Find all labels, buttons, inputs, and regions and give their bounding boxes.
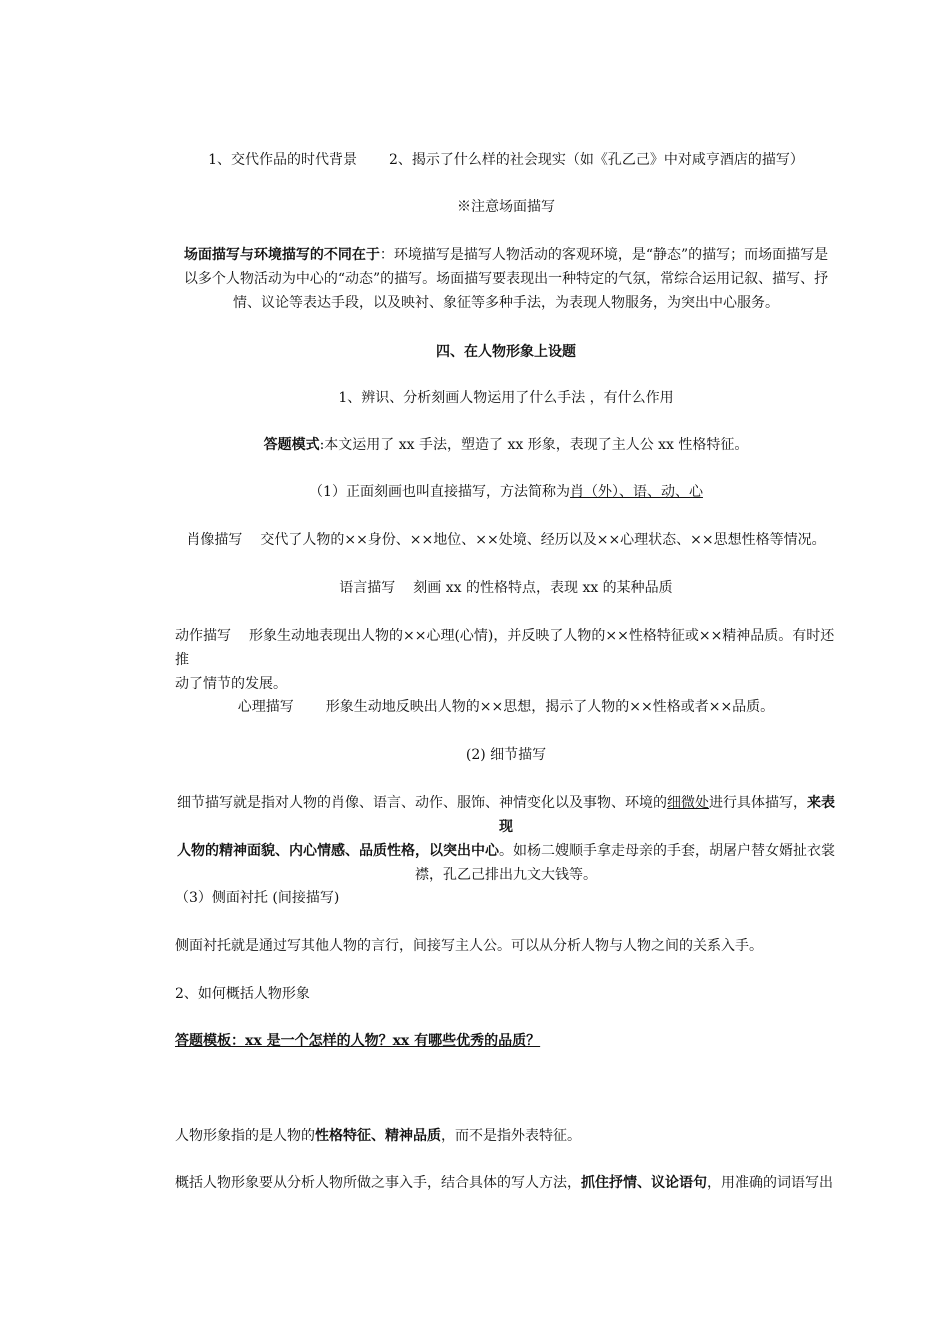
summary-method: 概括人物形象要从分析人物所做之事入手，结合具体的写人方法，抓住抒情、议论语句，用准确的词语写出 — [175, 1175, 833, 1191]
action-label: 动作描写 — [175, 628, 231, 644]
item-era-background: 1、交代作品的时代背景 — [208, 152, 357, 168]
background-line — [175, 148, 837, 172]
detail-heading: (2) 细节描写 — [465, 747, 547, 763]
scene-diff-line-2: 以多个人物活动为中心的“动态”的描写。场面描写要表现出一种特定的气氛，常综合运用记叙、描写、抒 — [183, 271, 829, 287]
scene-note: ※注意场面描写 — [457, 199, 555, 215]
portrait-description: 肖像描写 交代了人物的××身份、××地位、××处境、经历以及××心理状态、××思想性格等情况。 — [186, 532, 826, 548]
portrait-label: 肖像描写 — [186, 532, 243, 548]
section-4-heading: 四、在人物形象上设题 — [436, 344, 576, 360]
side-heading: （3）侧面衬托 (间接描写) — [175, 890, 340, 906]
answer-mode — [175, 433, 837, 457]
front-methods-underlined: 肖（外）、语、动、心 — [569, 484, 703, 500]
item-social-reality: 2、揭示了什么样的社会现实（如《孔乙己》中对咸亨酒店的描写） — [389, 152, 804, 168]
scene-diff-lead: 场面描写与环境描写的不同在于 — [183, 247, 380, 263]
scene-diff-paragraph — [175, 243, 837, 315]
scene-diff-line-3: 情、议论等表达手段，以及映衬、象征等多种手法，为表现人物服务，为突出中心服务。 — [233, 295, 779, 311]
detail-underlined: 细微处 — [667, 795, 709, 811]
scene-diff-line-1: 场面描写与环境描写的不同在于：环境描写是描写人物活动的客观环境，是“静态”的描写；而场面描写是 — [183, 247, 829, 263]
answer-mode-label: 答题模式 — [263, 437, 320, 453]
action-description: 动作描写 形象生动地表现出人物的××心理(心情)，并反映了人物的××性格特征或××精神品质。有时还推 动了情节的发展。 — [175, 628, 835, 692]
answer-template: 答题模板：xx 是一个怎样的人物？xx 有哪些优秀的品质？ — [175, 1033, 541, 1049]
question-2: 2、如何概括人物形象 — [175, 986, 310, 1002]
image-definition: 人物形象指的是人物的性格特征、精神品质，而不是指外表特征。 — [175, 1128, 581, 1144]
mind-description: 心理描写 形象生动地反映出人物的××思想，揭示了人物的××性格或者××品质。 — [237, 699, 775, 715]
detail-emphasis: 人物的精神面貌、内心情感、品质性格，以突出中心 — [177, 843, 499, 859]
mind-label: 心理描写 — [237, 699, 294, 715]
question-1: 1、辨识、分析刻画人物运用了什么手法 ，有什么作用 — [338, 390, 674, 406]
detail-paragraph: 细节描写就是指对人物的肖像、语言、动作、服饰、神情变化以及事物、环境的细微处进行具体描写，来表现 人物的精神面貌、内心情感、品质性格，以突出中心。如杨二嫂顺手拿走母亲的手套，胡屠户替女婿扯衣裳 襟，孔乙己排出九文大钱等。 — [177, 795, 835, 883]
side-text: 侧面衬托就是通过写其他人物的言行，间接写主人公。可以从分析人物与人物之间的关系入手。 — [175, 938, 763, 954]
language-description: 语言描写 刻画 xx 的性格特点，表现 xx 的某种品质 — [339, 580, 673, 596]
language-label: 语言描写 — [339, 580, 396, 596]
answer-mode-text: :本文运用了 xx 手法，塑造了 xx 形象，表现了主人公 xx 性格特征。 — [319, 437, 749, 453]
front-depiction: （1）正面刻画也叫直接描写，方法简称为肖（外）、语、动、心 — [309, 484, 703, 500]
